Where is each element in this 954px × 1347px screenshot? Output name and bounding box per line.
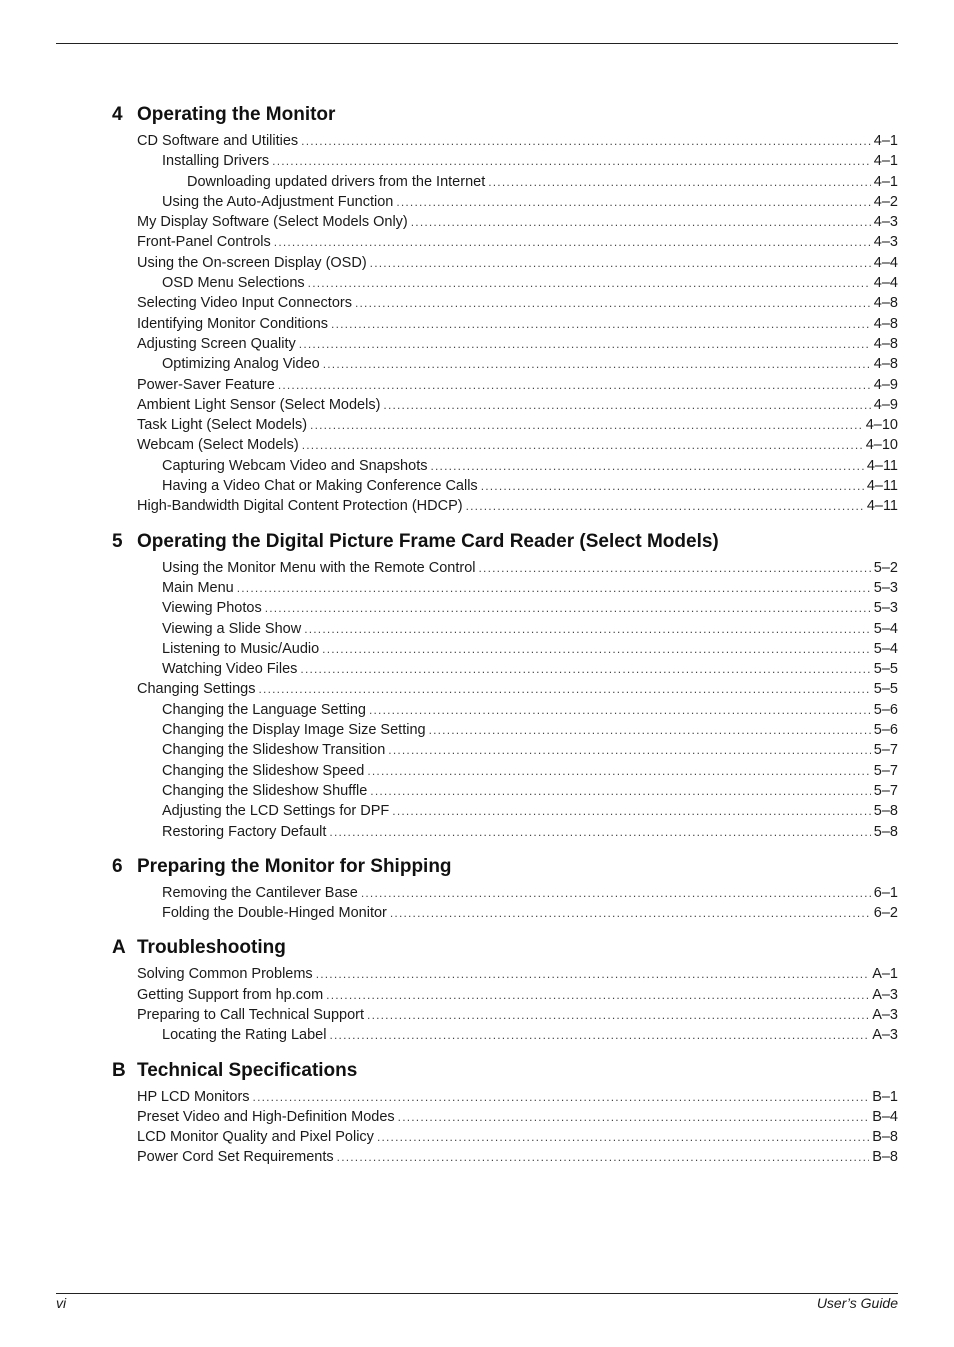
dot-leader <box>329 1025 869 1045</box>
toc-entry[interactable] <box>112 1147 898 1167</box>
toc-entry[interactable] <box>112 903 898 923</box>
toc-entry[interactable] <box>112 395 898 415</box>
toc-entry-title: Changing the Slideshow Speed <box>162 762 365 779</box>
toc-entry-page: 5–3 <box>873 600 898 617</box>
toc-entry-page: 5–5 <box>873 681 898 698</box>
toc-entry-title: Using the On-screen Display (OSD) <box>137 254 367 271</box>
toc-entry-title: Task Light (Select Models) <box>137 417 308 434</box>
toc-entry-page: B–1 <box>872 1088 898 1105</box>
toc-entry-list <box>112 558 898 842</box>
chapter-title: Operating the Digital Picture Frame Card Reader (Select Models) <box>137 530 719 552</box>
dot-leader <box>390 903 871 923</box>
toc-entry-title: Optimizing Analog Video <box>162 356 320 373</box>
dot-leader <box>301 131 871 151</box>
dot-leader <box>361 883 871 903</box>
toc-entry[interactable] <box>112 558 898 578</box>
toc-entry-page: 4–11 <box>866 498 898 515</box>
chapter-heading[interactable] <box>112 856 898 883</box>
dot-leader <box>370 781 871 801</box>
chapter-heading[interactable] <box>112 1060 898 1087</box>
toc-entry-title: Power-Saver Feature <box>137 376 275 393</box>
toc-entry-title: Changing the Slideshow Transition <box>162 742 386 759</box>
chapter-number: B <box>112 1059 126 1081</box>
footer-page-number: vi <box>56 1295 67 1311</box>
toc-entry-title: Using the Monitor Menu with the Remote Control <box>162 559 476 576</box>
toc-entry[interactable] <box>112 822 898 842</box>
toc-entry-page: A–1 <box>872 966 898 983</box>
toc-entry[interactable] <box>112 1107 898 1127</box>
toc-entry[interactable] <box>112 192 898 212</box>
dot-leader <box>398 1107 870 1127</box>
toc-entry[interactable] <box>112 1127 898 1147</box>
dot-leader <box>326 985 869 1005</box>
toc-entry-title: Watching Video Files <box>162 661 298 678</box>
dot-leader <box>430 456 863 476</box>
toc-entry[interactable] <box>112 598 898 618</box>
dot-leader <box>337 1147 870 1167</box>
toc-entry-title: Adjusting Screen Quality <box>137 335 296 352</box>
toc-entry-page: 4–9 <box>873 396 898 413</box>
toc-chapter <box>112 937 898 1045</box>
dot-leader <box>369 700 871 720</box>
toc-entry[interactable] <box>112 985 898 1005</box>
chapter-number: A <box>112 937 126 959</box>
toc-entry-page: 5–4 <box>873 620 898 637</box>
dot-leader <box>308 273 871 293</box>
dot-leader <box>253 1087 870 1107</box>
toc-entry-page: 4–8 <box>873 356 898 373</box>
dot-leader <box>411 212 871 232</box>
toc-entry-page: 6–2 <box>873 905 898 922</box>
chapter-heading[interactable] <box>112 937 898 964</box>
toc-entry-title: High-Bandwidth Digital Content Protection (HDCP) <box>137 498 463 515</box>
dot-leader <box>367 761 870 781</box>
toc-entry-page: 5–8 <box>873 803 898 820</box>
toc-entry-title: Restoring Factory Default <box>162 823 327 840</box>
chapter-title: Technical Specifications <box>137 1059 358 1081</box>
toc-entry-title: Adjusting the LCD Settings for DPF <box>162 803 390 820</box>
dot-leader <box>429 720 871 740</box>
toc-entry-title: Changing the Display Image Size Setting <box>162 722 426 739</box>
toc-entry-page: 4–1 <box>873 133 898 149</box>
toc-entry-list <box>112 131 898 517</box>
toc-entry[interactable] <box>112 619 898 639</box>
toc-entry-page: 4–11 <box>866 457 898 474</box>
toc-entry[interactable] <box>112 212 898 232</box>
toc-entry-title: Locating the Rating Label <box>162 1027 327 1044</box>
dot-leader <box>300 659 870 679</box>
dot-leader <box>322 639 871 659</box>
dot-leader <box>488 172 871 192</box>
toc-entry-title: Capturing Webcam Video and Snapshots <box>162 457 428 474</box>
toc-entry-title: CD Software and Utilities <box>137 133 299 149</box>
dot-leader <box>316 964 870 984</box>
footer-rule <box>56 1293 898 1294</box>
chapter-title: Preparing the Monitor for Shipping <box>137 855 452 877</box>
toc-entry-page: 4–11 <box>866 478 898 495</box>
toc-entry-title: Main Menu <box>162 579 234 596</box>
toc-entry[interactable] <box>112 1005 898 1025</box>
dot-leader <box>355 293 871 313</box>
toc-entry-title: Viewing Photos <box>162 600 262 617</box>
chapter-number: 4 <box>112 104 123 125</box>
toc-entry[interactable] <box>112 720 898 740</box>
toc-entry-page: 5–2 <box>873 559 898 576</box>
toc-entry-title: Preset Video and High-Definition Modes <box>137 1108 395 1125</box>
dot-leader <box>479 558 871 578</box>
toc-entry[interactable] <box>112 659 898 679</box>
toc-entry-title: Having a Video Chat or Making Conference Calls <box>162 478 478 495</box>
toc-entry-page: B–4 <box>872 1108 898 1125</box>
toc-entry-title: Using the Auto-Adjustment Function <box>162 193 394 210</box>
toc-entry-title: HP LCD Monitors <box>137 1088 250 1105</box>
toc-entry-page: A–3 <box>872 1027 898 1044</box>
toc-entry-page: A–3 <box>872 986 898 1003</box>
dot-leader <box>396 192 870 212</box>
dot-leader <box>302 435 863 455</box>
toc-entry[interactable] <box>112 801 898 821</box>
dot-leader <box>299 334 871 354</box>
toc-entry-page: 4–4 <box>873 254 898 271</box>
toc-entry[interactable] <box>112 293 898 313</box>
toc-entry[interactable] <box>112 334 898 354</box>
toc-entry[interactable] <box>112 273 898 293</box>
dot-leader <box>278 375 871 395</box>
toc-entry-page: 4–1 <box>873 153 898 170</box>
toc-entry-title: Power Cord Set Requirements <box>137 1149 334 1166</box>
toc-entry[interactable] <box>112 1087 898 1107</box>
toc-entry-title: Front-Panel Controls <box>137 234 271 251</box>
dot-leader <box>272 151 871 171</box>
toc-entry-page: 5–7 <box>873 762 898 779</box>
toc-entry-page: 4–4 <box>873 275 898 292</box>
toc-entry-page: 4–9 <box>873 376 898 393</box>
toc-entry[interactable] <box>112 476 898 496</box>
dot-leader <box>466 496 864 516</box>
toc-chapter <box>112 856 898 924</box>
table-of-contents <box>112 104 898 1168</box>
toc-entry[interactable] <box>112 151 898 171</box>
toc-entry-title: Folding the Double-Hinged Monitor <box>162 905 387 922</box>
toc-entry[interactable] <box>112 375 898 395</box>
toc-entry-page: B–8 <box>872 1149 898 1166</box>
toc-entry-page: 4–2 <box>873 193 898 210</box>
toc-entry[interactable] <box>112 456 898 476</box>
toc-entry[interactable] <box>112 172 898 192</box>
toc-entry-title: Viewing a Slide Show <box>162 620 302 637</box>
dot-leader <box>310 415 863 435</box>
chapter-title: Troubleshooting <box>137 937 286 959</box>
header-rule <box>56 43 898 44</box>
toc-chapter <box>112 531 898 842</box>
toc-entry-page: 5–3 <box>873 579 898 596</box>
toc-entry-title: Getting Support from hp.com <box>137 986 324 1003</box>
toc-entry-title: My Display Software (Select Models Only) <box>137 214 408 231</box>
dot-leader <box>370 253 871 273</box>
dot-leader <box>323 354 871 374</box>
toc-entry-title: Webcam (Select Models) <box>137 437 299 454</box>
toc-entry-page: 5–6 <box>873 701 898 718</box>
toc-chapter <box>112 104 898 517</box>
toc-entry[interactable] <box>112 496 898 516</box>
toc-entry[interactable] <box>112 253 898 273</box>
toc-entry-title: Downloading updated drivers from the Internet <box>187 173 486 190</box>
toc-entry[interactable] <box>112 232 898 252</box>
toc-entry-page: 4–10 <box>865 437 898 454</box>
toc-entry-page: 4–3 <box>873 234 898 251</box>
toc-entry-title: Removing the Cantilever Base <box>162 884 358 901</box>
toc-entry-page: 5–5 <box>873 661 898 678</box>
toc-entry-title: Solving Common Problems <box>137 966 313 983</box>
chapter-heading[interactable] <box>112 531 898 558</box>
toc-entry-list <box>112 883 898 924</box>
toc-entry-page: 4–10 <box>865 417 898 434</box>
toc-entry[interactable] <box>112 781 898 801</box>
toc-entry[interactable] <box>112 740 898 760</box>
toc-entry-page: 5–4 <box>873 640 898 657</box>
dot-leader <box>237 578 871 598</box>
toc-entry[interactable] <box>112 964 898 984</box>
toc-entry-title: OSD Menu Selections <box>162 275 305 292</box>
toc-entry-title: Preparing to Call Technical Support <box>137 1006 365 1023</box>
chapter-title: Operating the Monitor <box>137 104 336 125</box>
toc-entry-page: 5–8 <box>873 823 898 840</box>
toc-entry[interactable] <box>112 639 898 659</box>
toc-entry-title: Changing the Slideshow Shuffle <box>162 782 368 799</box>
chapter-number: 6 <box>112 855 123 877</box>
dot-leader <box>367 1005 869 1025</box>
toc-entry-page: 5–6 <box>873 722 898 739</box>
toc-entry[interactable] <box>112 354 898 374</box>
toc-entry[interactable] <box>112 415 898 435</box>
page-footer <box>56 1295 898 1315</box>
dot-leader <box>265 598 871 618</box>
toc-entry[interactable] <box>112 761 898 781</box>
toc-entry-title: Selecting Video Input Connectors <box>137 295 352 312</box>
toc-entry-title: Ambient Light Sensor (Select Models) <box>137 396 381 413</box>
toc-entry-list <box>112 1087 898 1168</box>
toc-entry[interactable] <box>112 679 898 699</box>
toc-entry-page: 5–7 <box>873 742 898 759</box>
dot-leader <box>274 232 871 252</box>
toc-chapter <box>112 1060 898 1168</box>
toc-entry-title: Listening to Music/Audio <box>162 640 320 657</box>
toc-entry-list <box>112 964 898 1045</box>
toc-entry[interactable] <box>112 1025 898 1045</box>
toc-entry-page: B–8 <box>872 1129 898 1146</box>
toc-entry-title: LCD Monitor Quality and Pixel Policy <box>137 1129 374 1146</box>
toc-entry-page: 4–8 <box>873 315 898 332</box>
toc-entry[interactable] <box>112 883 898 903</box>
dot-leader <box>383 395 870 415</box>
toc-entry-page: 4–8 <box>873 335 898 352</box>
toc-entry-page: 6–1 <box>873 884 898 901</box>
toc-entry-page: A–3 <box>872 1006 898 1023</box>
chapter-number: 5 <box>112 530 123 552</box>
chapter-heading[interactable] <box>112 104 898 131</box>
toc-entry-title: Changing the Language Setting <box>162 701 366 718</box>
toc-entry-title: Changing Settings <box>137 681 256 698</box>
toc-entry[interactable] <box>112 700 898 720</box>
dot-leader <box>481 476 864 496</box>
footer-document-title: User’s Guide <box>816 1295 898 1311</box>
toc-entry-page: 4–3 <box>873 214 898 231</box>
dot-leader <box>331 314 871 334</box>
toc-entry-page: 5–7 <box>873 782 898 799</box>
dot-leader <box>377 1127 869 1147</box>
dot-leader <box>304 619 871 639</box>
toc-entry[interactable] <box>112 578 898 598</box>
dot-leader <box>388 740 871 760</box>
toc-entry[interactable] <box>112 314 898 334</box>
toc-entry-page: 4–1 <box>873 173 898 190</box>
toc-entry-page: 4–8 <box>873 295 898 312</box>
toc-entry[interactable] <box>112 131 898 151</box>
dot-leader <box>329 822 870 842</box>
toc-entry-title: Identifying Monitor Conditions <box>137 315 329 332</box>
dot-leader <box>259 679 871 699</box>
toc-entry-title: Installing Drivers <box>162 153 270 170</box>
dot-leader <box>392 801 871 821</box>
toc-entry[interactable] <box>112 435 898 455</box>
